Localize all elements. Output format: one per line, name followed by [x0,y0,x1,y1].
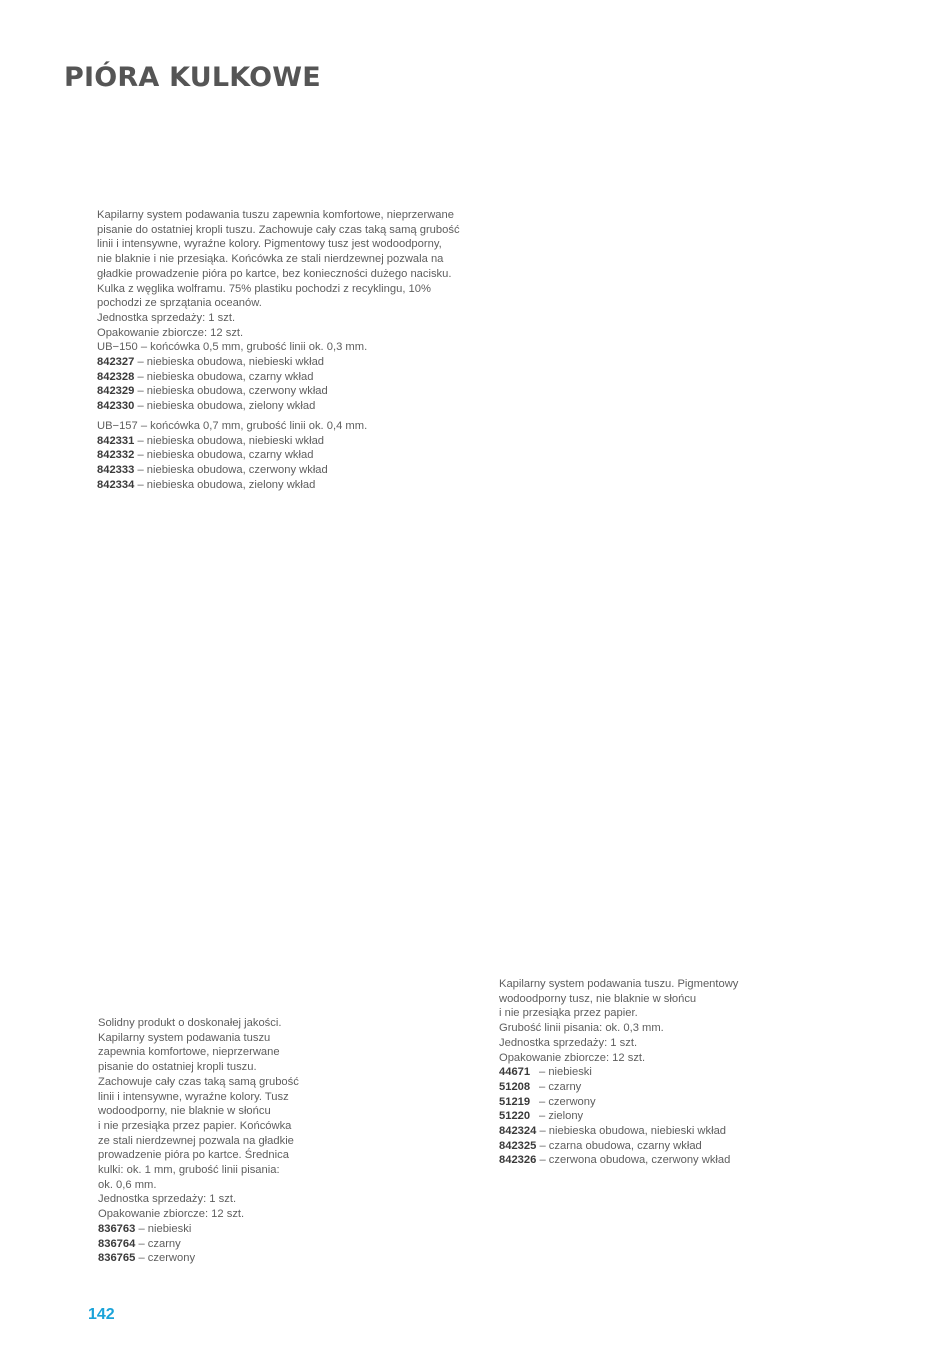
product-desc: – czarna obudowa, czarny wkład [536,1139,702,1152]
product-item [97,448,467,463]
product-desc: – niebieska obudowa, czerwony wkład [134,463,328,476]
product-desc: – niebieski [135,1222,192,1235]
description-line: Solidny produkt o doskonałej jakości. [98,1017,282,1029]
line-width: Grubość linii pisania: ok. 0,3 mm. [499,1022,664,1035]
product-desc: – niebieska obudowa, zielony wkład [134,400,316,413]
product-code: 44671 [499,1066,531,1079]
description-line: wodoodporny, nie blaknie w słońcu [98,1105,271,1118]
product-item [499,1153,759,1168]
description-line: kulki: ok. 1 mm, grubość linii pisania: [98,1164,280,1177]
product-code: 842325 [499,1139,537,1152]
description-line: Kapilarny system podawania tuszu [98,1031,271,1044]
product-desc: – niebieska obudowa, zielony wkład [134,478,316,491]
description-line: linii i intensywne, wyraźne kolory. Tusz [98,1090,289,1103]
product-desc: – niebieska obudowa, czarny wkład [134,370,314,383]
sales-unit: Jednostka sprzedaży: 1 szt. [97,311,236,324]
description-line: pisanie do ostatniej kropli tuszu. [98,1061,257,1074]
sales-unit: Jednostka sprzedaży: 1 szt. [98,1193,237,1206]
product-code: 842324 [499,1125,537,1138]
product-code: 836765 [98,1252,136,1265]
variant-header: UB−157 – końcówka 0,7 mm, grubość linii ok. 0,4 mm. [97,419,368,432]
description-line: pochodzi ze sprzątania oceanów. [97,297,262,310]
description-line: prowadzenie pióra po kartce. Średnica [98,1149,289,1162]
product-item [97,370,467,385]
page-number: 142 [88,1306,115,1323]
product-desc: – czerwona obudowa, czerwony wkład [536,1154,731,1167]
product-item [499,1095,759,1110]
page-title: PIÓRA KULKOWE [64,62,321,93]
bulk-package: Opakowanie zbiorcze: 12 szt. [98,1208,245,1221]
product-code: 842331 [97,434,135,447]
description-line: wodoodporny tusz, nie blaknie w słońcu [499,992,697,1005]
product-item [499,1109,759,1124]
product-item [499,1065,759,1080]
description-line: linii i intensywne, wyraźne kolory. Pigmentowy tusz jest wodoodporny, [97,238,442,251]
product-item [97,399,467,414]
product-item [98,1237,308,1252]
product-code: 842330 [97,400,135,413]
description-line: Kulka z węglika wolframu. 75% plastiku pochodzi z recyklingu, 10% [97,282,431,295]
description-line: nie blaknie i nie przesiąka. Końcówka ze stali nierdzewnej pozwala na [97,253,444,266]
product-item [98,1251,308,1266]
product-desc: – zielony [539,1110,584,1123]
description-line: zapewnia komfortowe, nieprzerwane [98,1046,280,1059]
product-code: 842333 [97,463,135,476]
description-line: gładkie prowadzenie pióra po kartce, bez konieczności dużego nacisku. [97,267,452,280]
product-item [499,1139,759,1154]
product-block-ballpoint-ub [97,208,467,492]
product-item [98,1222,308,1237]
product-code: 842334 [97,478,135,491]
product-desc: – czarny [135,1237,181,1250]
product-code: 842327 [97,356,135,369]
description-line: Kapilarny system podawania tuszu zapewnia komfortowe, nieprzerwane [97,209,454,221]
product-desc: – niebieska obudowa, niebieski wkład [536,1125,727,1138]
description-line: ok. 0,6 mm. [98,1178,157,1191]
product-code: 51219 [499,1095,531,1108]
product-item [97,355,467,370]
product-block-ballpoint-pigment [499,977,759,1168]
product-code: 51208 [499,1080,531,1093]
product-item [499,1080,759,1095]
product-desc: – czerwony [539,1095,596,1108]
description-line: i nie przesiąka przez papier. [499,1007,638,1020]
description-line: ze stali nierdzewnej pozwala na gładkie [98,1134,294,1147]
product-item [97,434,467,449]
product-desc: – niebieski [539,1066,592,1079]
product-desc: – niebieska obudowa, niebieski wkład [134,356,325,369]
product-item [499,1124,759,1139]
product-desc: – niebieska obudowa, niebieski wkład [134,434,325,447]
description-line: i nie przesiąka przez papier. Końcówka [98,1119,292,1132]
product-desc: – niebieska obudowa, czerwony wkład [134,385,328,398]
description-line: Zachowuje cały czas taką samą grubość [98,1075,299,1088]
product-code: 51220 [499,1110,531,1123]
product-desc: – czerwony [135,1252,196,1265]
description-line: Kapilarny system podawania tuszu. Pigmentowy [499,978,739,990]
product-code: 836764 [98,1237,136,1250]
product-desc: – niebieska obudowa, czarny wkład [134,449,314,462]
product-item [97,384,467,399]
bulk-package: Opakowanie zbiorcze: 12 szt. [97,326,244,339]
bulk-package: Opakowanie zbiorcze: 12 szt. [499,1051,646,1064]
product-code: 842328 [97,370,135,383]
sales-unit: Jednostka sprzedaży: 1 szt. [499,1036,638,1049]
product-block-ballpoint-solid [98,1016,308,1266]
product-item [97,478,467,493]
product-code: 842332 [97,449,135,462]
product-code: 842326 [499,1154,537,1167]
product-desc: – czarny [539,1080,582,1093]
product-code: 842329 [97,385,135,398]
product-code: 836763 [98,1222,136,1235]
product-item [97,463,467,478]
variant-header: UB−150 – końcówka 0,5 mm, grubość linii ok. 0,3 mm. [97,341,368,354]
description-line: pisanie do ostatniej kropli tuszu. Zachowuje cały czas taką samą grubość [97,223,460,236]
